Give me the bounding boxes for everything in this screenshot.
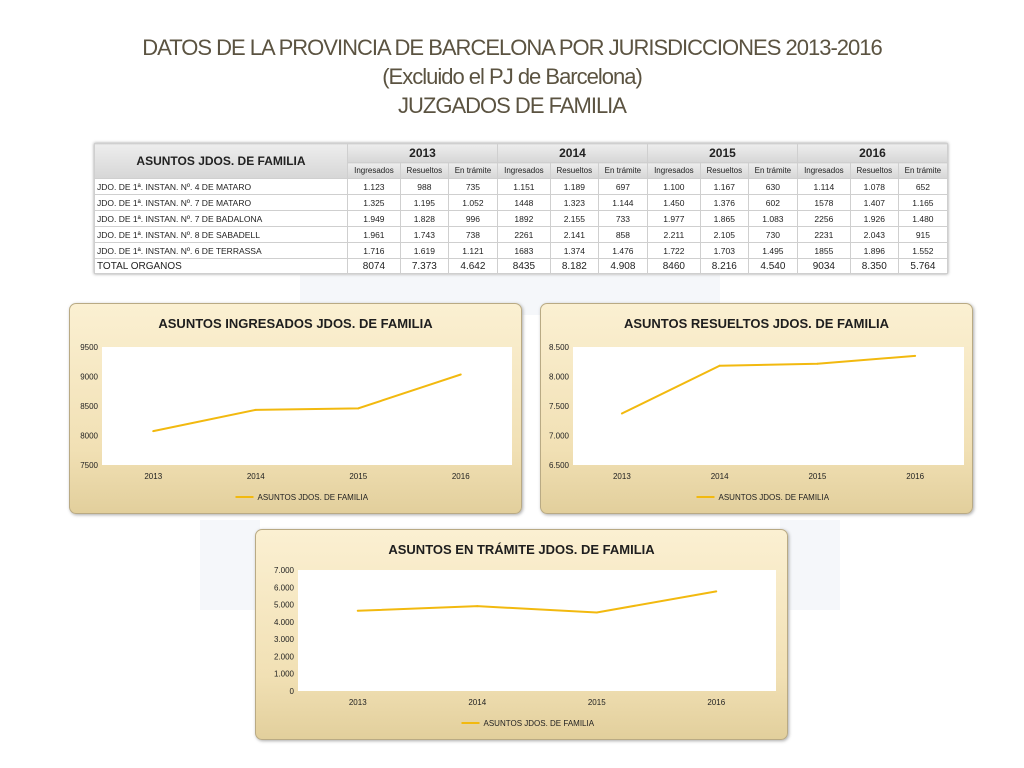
y-tick-label: 7.000 — [273, 566, 294, 575]
table-body — [95, 179, 948, 274]
table-cell: 1.100 — [647, 179, 700, 195]
data-point — [621, 412, 623, 414]
column-header: En trámite — [448, 163, 497, 179]
data-point — [816, 363, 818, 365]
table-cell: 2.141 — [550, 227, 598, 243]
table-cell: 1892 — [497, 211, 550, 227]
year-header: 2013 — [348, 144, 498, 163]
table-cell: 1.480 — [898, 211, 947, 227]
y-tick-label: 3.000 — [273, 635, 294, 645]
column-header: En trámite — [898, 163, 947, 179]
x-tick-label: 2016 — [707, 698, 726, 707]
table-cell: 1.865 — [700, 211, 748, 227]
table-cell: 1.144 — [598, 195, 647, 211]
table-cell: 1.165 — [898, 195, 947, 211]
table-cell: 697 — [598, 179, 647, 195]
data-point — [715, 590, 717, 592]
x-tick-label: 2015 — [808, 472, 827, 481]
data-point — [460, 373, 462, 375]
table-cell: 1.323 — [550, 195, 598, 211]
line-chart — [541, 304, 972, 513]
x-tick-label: 2015 — [587, 698, 606, 707]
y-tick-label: 4.000 — [273, 617, 294, 627]
column-header: Resueltos — [400, 163, 448, 179]
table-cell: 5.764 — [898, 259, 947, 274]
column-header: Ingresados — [647, 163, 700, 179]
plot-area — [298, 570, 776, 691]
data-point — [914, 355, 916, 357]
table-cell: 2.155 — [550, 211, 598, 227]
x-tick-label: 2013 — [612, 472, 631, 481]
table-cell: 1.703 — [700, 243, 748, 259]
y-tick-label: 9000 — [80, 372, 98, 382]
table-cell: 1.961 — [348, 227, 401, 243]
data-point — [255, 409, 257, 411]
y-tick-label: 7.500 — [548, 402, 569, 411]
line-chart — [256, 530, 787, 739]
table-row — [95, 211, 948, 227]
y-tick-label: 1.000 — [273, 669, 294, 679]
table-cell: 4.642 — [448, 259, 497, 274]
table-cell: 1855 — [797, 243, 850, 259]
chart-title: ASUNTOS RESUELTOS JDOS. DE FAMILIA — [623, 316, 890, 331]
page-section-title: JUZGADOS DE FAMILIA — [398, 93, 626, 118]
row-label: JDO. DE 1ª. INSTAN. Nº. 7 DE MATARO — [95, 195, 348, 211]
table-cell: 735 — [448, 179, 497, 195]
table-cell: 1.476 — [598, 243, 647, 259]
table-row — [95, 195, 948, 211]
table-cell: 1.552 — [898, 243, 947, 259]
table-cell: 2231 — [797, 227, 850, 243]
data-point — [596, 612, 598, 614]
x-tick-label: 2014 — [468, 698, 487, 707]
page-subtitle: (Excluido el PJ de Barcelona) — [382, 64, 642, 89]
background-decoration — [780, 520, 840, 610]
x-tick-label: 2016 — [906, 472, 925, 481]
table-cell: 8.182 — [550, 259, 598, 274]
data-table — [94, 143, 948, 274]
table-cell: 4.908 — [598, 259, 647, 274]
table-cell: 1.495 — [748, 243, 797, 259]
y-tick-label: 2.000 — [273, 652, 294, 662]
chart-panel-en-tramite — [255, 529, 788, 740]
table-cell: 652 — [898, 179, 947, 195]
background-decoration — [200, 520, 260, 610]
plot-area — [102, 347, 512, 465]
y-tick-label: 8.000 — [548, 372, 569, 382]
row-label: JDO. DE 1ª. INSTAN. Nº. 6 DE TERRASSA — [95, 243, 348, 259]
year-header: 2014 — [497, 144, 647, 163]
line-chart — [70, 304, 521, 513]
table-cell: 1.078 — [850, 179, 898, 195]
table-cell: 1448 — [497, 195, 550, 211]
table-cell: 738 — [448, 227, 497, 243]
chart-panel-resueltos — [540, 303, 973, 514]
column-header: En trámite — [598, 163, 647, 179]
table-cell: 2.043 — [850, 227, 898, 243]
y-tick-label: 8500 — [80, 402, 98, 411]
table-cell: 1.376 — [700, 195, 748, 211]
column-header: Ingresados — [797, 163, 850, 179]
table-cell: 1.722 — [647, 243, 700, 259]
x-tick-label: 2014 — [246, 472, 265, 481]
table-cell: 1.195 — [400, 195, 448, 211]
table-cell: 602 — [748, 195, 797, 211]
table-cell: 8074 — [348, 259, 401, 274]
table-cell: 4.540 — [748, 259, 797, 274]
table-cell: 1.926 — [850, 211, 898, 227]
table-cell: 1.121 — [448, 243, 497, 259]
table-cell: 1.189 — [550, 179, 598, 195]
table-total-row — [95, 259, 948, 274]
table-cell: 996 — [448, 211, 497, 227]
table-cell: 1.716 — [348, 243, 401, 259]
table-cell: 1.167 — [700, 179, 748, 195]
table-cell: 1.151 — [497, 179, 550, 195]
data-point — [719, 365, 721, 367]
y-tick-label: 8.500 — [548, 343, 569, 352]
table-cell: 9034 — [797, 259, 850, 274]
column-header: En trámite — [748, 163, 797, 179]
table-cell: 1.374 — [550, 243, 598, 259]
column-header: Ingresados — [497, 163, 550, 179]
y-tick-label: 6.000 — [273, 583, 294, 593]
legend-label: ASUNTOS JDOS. DE FAMILIA — [718, 493, 830, 502]
table-cell: 1.052 — [448, 195, 497, 211]
table-cell: 2256 — [797, 211, 850, 227]
table-cell: 1.123 — [348, 179, 401, 195]
data-point — [357, 407, 359, 409]
data-point — [476, 605, 478, 607]
table-row — [95, 227, 948, 243]
data-point — [357, 610, 359, 612]
table-cell: 988 — [400, 179, 448, 195]
column-header: Ingresados — [348, 163, 401, 179]
table-cell: 2261 — [497, 227, 550, 243]
table-row — [95, 179, 948, 195]
page-title: DATOS DE LA PROVINCIA DE BARCELONA POR JURISDICCIONES 2013-2016 — [142, 35, 882, 60]
table-cell: 1.619 — [400, 243, 448, 259]
chart-title: ASUNTOS INGRESADOS JDOS. DE FAMILIA — [158, 316, 433, 331]
row-label: JDO. DE 1ª. INSTAN. Nº. 7 DE BADALONA — [95, 211, 348, 227]
year-header: 2016 — [797, 144, 947, 163]
table-cell: 8.350 — [850, 259, 898, 274]
table-cell: 1.450 — [647, 195, 700, 211]
y-tick-label: 9500 — [80, 343, 98, 352]
row-label: TOTAL ORGANOS — [95, 259, 348, 274]
table-cell: 2.105 — [700, 227, 748, 243]
table-cell: 1.977 — [647, 211, 700, 227]
y-tick-label: 6.500 — [548, 461, 569, 470]
column-header: Resueltos — [700, 163, 748, 179]
year-header: 2015 — [647, 144, 797, 163]
table-cell: 1.949 — [348, 211, 401, 227]
table-cell: 1683 — [497, 243, 550, 259]
table-cell: 8.216 — [700, 259, 748, 274]
y-tick-label: 7500 — [80, 461, 98, 470]
row-label: JDO. DE 1ª. INSTAN. Nº. 4 DE MATARO — [95, 179, 348, 195]
table-cell: 1.114 — [797, 179, 850, 195]
y-tick-label: 5.000 — [273, 600, 294, 610]
table-cell: 1.325 — [348, 195, 401, 211]
column-header: Resueltos — [850, 163, 898, 179]
table-cell: 858 — [598, 227, 647, 243]
y-tick-label: 0 — [289, 687, 294, 696]
table-cell: 915 — [898, 227, 947, 243]
y-tick-label: 8000 — [80, 431, 98, 441]
column-header: Resueltos — [550, 163, 598, 179]
table-cell: 1578 — [797, 195, 850, 211]
row-label: JDO. DE 1ª. INSTAN. Nº. 8 DE SABADELL — [95, 227, 348, 243]
table-cell: 733 — [598, 211, 647, 227]
legend-label: ASUNTOS JDOS. DE FAMILIA — [483, 719, 595, 728]
y-tick-label: 7.000 — [548, 431, 569, 441]
table-cell: 1.083 — [748, 211, 797, 227]
table-corner-header: ASUNTOS JDOS. DE FAMILIA — [95, 144, 348, 179]
table-cell: 630 — [748, 179, 797, 195]
x-tick-label: 2014 — [710, 472, 729, 481]
x-tick-label: 2016 — [451, 472, 470, 481]
chart-title: ASUNTOS EN TRÁMITE JDOS. DE FAMILIA — [388, 542, 655, 557]
legend-label: ASUNTOS JDOS. DE FAMILIA — [257, 493, 369, 502]
chart-panel-ingresados — [69, 303, 522, 514]
table-cell: 730 — [748, 227, 797, 243]
table-row — [95, 243, 948, 259]
table-cell: 7.373 — [400, 259, 448, 274]
table-cell: 1.743 — [400, 227, 448, 243]
table-cell: 1.828 — [400, 211, 448, 227]
table-cell: 8460 — [647, 259, 700, 274]
table-cell: 2.211 — [647, 227, 700, 243]
x-tick-label: 2013 — [348, 698, 367, 707]
x-tick-label: 2013 — [144, 472, 163, 481]
table-cell: 1.896 — [850, 243, 898, 259]
table-cell: 8435 — [497, 259, 550, 274]
x-tick-label: 2015 — [349, 472, 368, 481]
data-point — [152, 430, 154, 432]
table-cell: 1.407 — [850, 195, 898, 211]
